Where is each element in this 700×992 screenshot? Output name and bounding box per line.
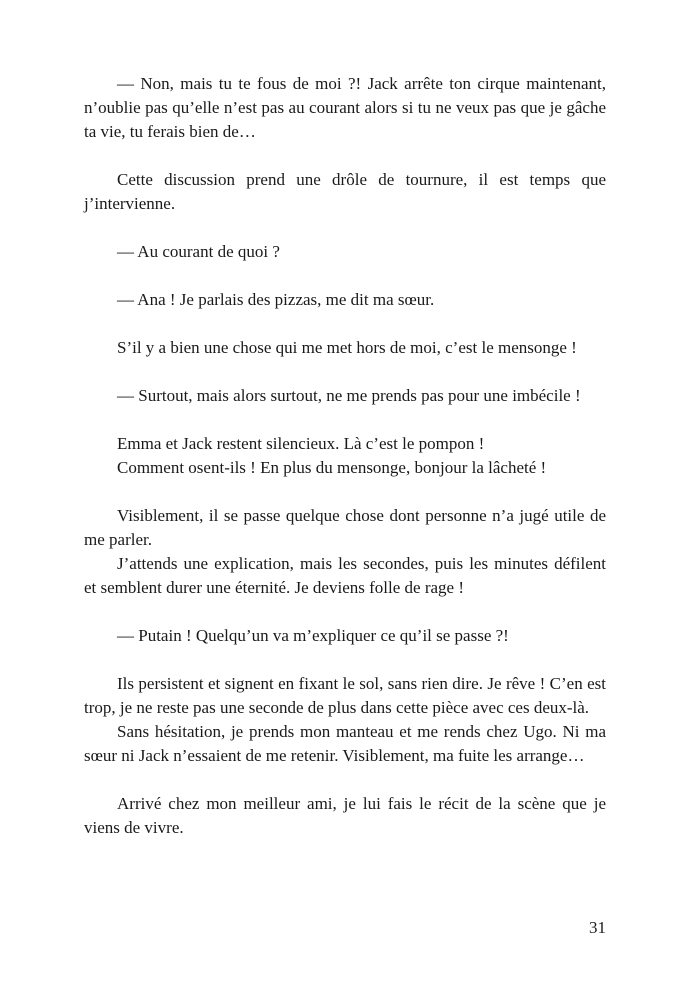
paragraph: — Putain ! Quelqu’un va m’expliquer ce qu’il se passe ?! [117,626,509,645]
paragraph: S’il y a bien une chose qui me met hors de moi, c’est le mensonge ! [117,338,577,357]
paragraph: J’attends une explication, mais les secondes, puis les minutes défilent et semblent durer une éternité. Je deviens folle de rage ! [84,554,606,597]
paragraph: Sans hésitation, je prends mon manteau et me rends chez Ugo. Ni ma sœur ni Jack n’essaient de me retenir. Visiblement, ma fuite les arrange… [84,722,606,765]
paragraph: Visiblement, il se passe quelque chose dont personne n’a jugé utile de me parler. [84,506,606,549]
page-number: 31 [589,918,606,937]
paragraph: Arrivé chez mon meilleur ami, je lui fais le récit de la scène que je viens de vivre. [84,794,606,837]
paragraph: Ils persistent et signent en fixant le sol, sans rien dire. Je rêve ! C’en est trop, je ne reste pas une seconde de plus dans cette pièce avec ces deux-là. [84,674,606,717]
paragraph: — Non, mais tu te fous de moi ?! Jack arrête ton cirque maintenant, n’oublie pas qu’elle n’est pas au courant alors si tu ne veux pas que je gâche ta vie, tu ferais bien de… [84,74,606,141]
paragraph: Comment osent-ils ! En plus du mensonge, bonjour la lâcheté ! [117,458,547,477]
paragraph: Emma et Jack restent silencieux. Là c’est le pompon ! [117,434,485,453]
paragraph: — Au courant de quoi ? [117,242,280,261]
paragraph: — Surtout, mais alors surtout, ne me prends pas pour une imbécile ! [117,386,581,405]
paragraph: Cette discussion prend une drôle de tournure, il est temps que j’intervienne. [84,170,606,213]
paragraph: — Ana ! Je parlais des pizzas, me dit ma sœur. [117,290,435,309]
page-body [84,72,606,840]
